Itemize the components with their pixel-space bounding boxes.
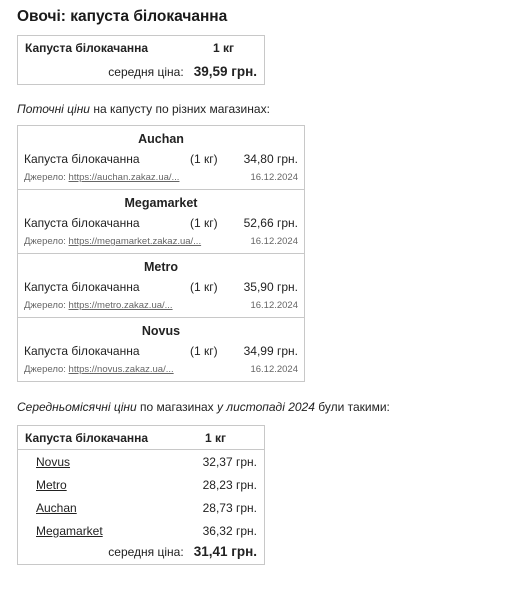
monthly-avg-label: середня ціна: xyxy=(108,545,184,559)
monthly-qty: 1 кг xyxy=(205,431,227,445)
product-name: Капуста білокачанна xyxy=(24,343,140,358)
summary-average xyxy=(25,64,257,79)
monthly-avg-value: 31,41 грн. xyxy=(193,544,257,559)
intro2-mid: по магазинах xyxy=(136,400,217,414)
intro2-italic1: Середньомісячні ціни xyxy=(17,400,137,414)
monthly-row xyxy=(18,519,264,542)
product-qty: (1 кг) xyxy=(190,215,218,230)
product-qty: (1 кг) xyxy=(190,279,218,294)
product-price: 52,66 грн. xyxy=(243,215,298,230)
store-name: Megamarket xyxy=(124,196,198,210)
store-block-megamarket xyxy=(18,189,304,253)
monthly-row xyxy=(18,450,264,473)
monthly-prices-intro xyxy=(17,400,510,414)
product-qty: (1 кг) xyxy=(190,343,218,358)
source-date: 16.12.2024 xyxy=(250,300,298,311)
store-block-metro xyxy=(18,253,304,317)
product-name: Капуста білокачанна xyxy=(24,151,140,166)
store-name: Novus xyxy=(141,324,181,338)
price-line xyxy=(24,340,298,361)
monthly-price: 32,37 грн. xyxy=(202,454,257,469)
source-date: 16.12.2024 xyxy=(250,236,298,247)
intro-italic: Поточні ціни xyxy=(17,102,90,116)
monthly-average-table xyxy=(17,425,265,565)
source-line xyxy=(24,361,298,378)
summary-avg-value: 39,59 грн. xyxy=(193,64,257,79)
source-date: 16.12.2024 xyxy=(250,364,298,375)
source-link[interactable]: https://megamarket.zakaz.ua/... xyxy=(68,236,202,247)
monthly-price: 36,32 грн. xyxy=(202,523,257,538)
source-link[interactable]: https://auchan.zakaz.ua/... xyxy=(68,172,180,183)
source-line xyxy=(24,233,298,250)
monthly-row xyxy=(18,496,264,519)
summary-box xyxy=(17,35,265,85)
monthly-store-link[interactable]: Auchan xyxy=(36,500,77,515)
summary-header xyxy=(25,41,257,55)
source-line xyxy=(24,297,298,314)
monthly-row xyxy=(18,473,264,496)
intro2-italic2: у листопаді 2024 xyxy=(216,400,315,414)
source-link[interactable]: https://metro.zakaz.ua/... xyxy=(68,300,173,311)
page-title: Овочі: капуста білокачанна xyxy=(17,8,228,25)
store-block-novus xyxy=(18,317,304,381)
intro2-rest: були такими: xyxy=(314,400,390,414)
store-name: Metro xyxy=(143,260,179,274)
product-name: Капуста білокачанна xyxy=(24,279,140,294)
store-prices-table xyxy=(17,125,305,382)
source-line xyxy=(24,169,298,186)
source-label: Джерело: xyxy=(24,300,69,311)
store-name: Auchan xyxy=(138,132,184,146)
source-label: Джерело: xyxy=(24,172,69,183)
monthly-average xyxy=(18,542,264,559)
monthly-price: 28,73 грн. xyxy=(202,500,257,515)
monthly-product: Капуста білокачанна xyxy=(25,431,149,445)
summary-product: Капуста білокачанна xyxy=(25,41,149,55)
product-price: 35,90 грн. xyxy=(243,279,298,294)
price-line xyxy=(24,148,298,169)
monthly-store-link[interactable]: Megamarket xyxy=(36,523,103,538)
source-link[interactable]: https://novus.zakaz.ua/... xyxy=(68,364,174,375)
source-date: 16.12.2024 xyxy=(250,172,298,183)
price-line xyxy=(24,276,298,297)
monthly-store-link[interactable]: Metro xyxy=(36,477,67,492)
product-name: Капуста білокачанна xyxy=(24,215,140,230)
current-prices-intro xyxy=(17,102,510,116)
summary-avg-label: середня ціна: xyxy=(108,65,184,79)
source-label: Джерело: xyxy=(24,236,69,247)
product-price: 34,99 грн. xyxy=(243,343,298,358)
product-qty: (1 кг) xyxy=(190,151,218,166)
price-line xyxy=(24,212,298,233)
monthly-header xyxy=(18,426,264,450)
monthly-price: 28,23 грн. xyxy=(202,477,257,492)
store-block-auchan xyxy=(18,126,304,189)
summary-qty: 1 кг xyxy=(213,41,235,55)
monthly-store-link[interactable]: Novus xyxy=(36,454,71,469)
intro-rest: на капусту по різних магазинах: xyxy=(89,102,270,116)
product-price: 34,80 грн. xyxy=(243,151,298,166)
source-label: Джерело: xyxy=(24,364,69,375)
